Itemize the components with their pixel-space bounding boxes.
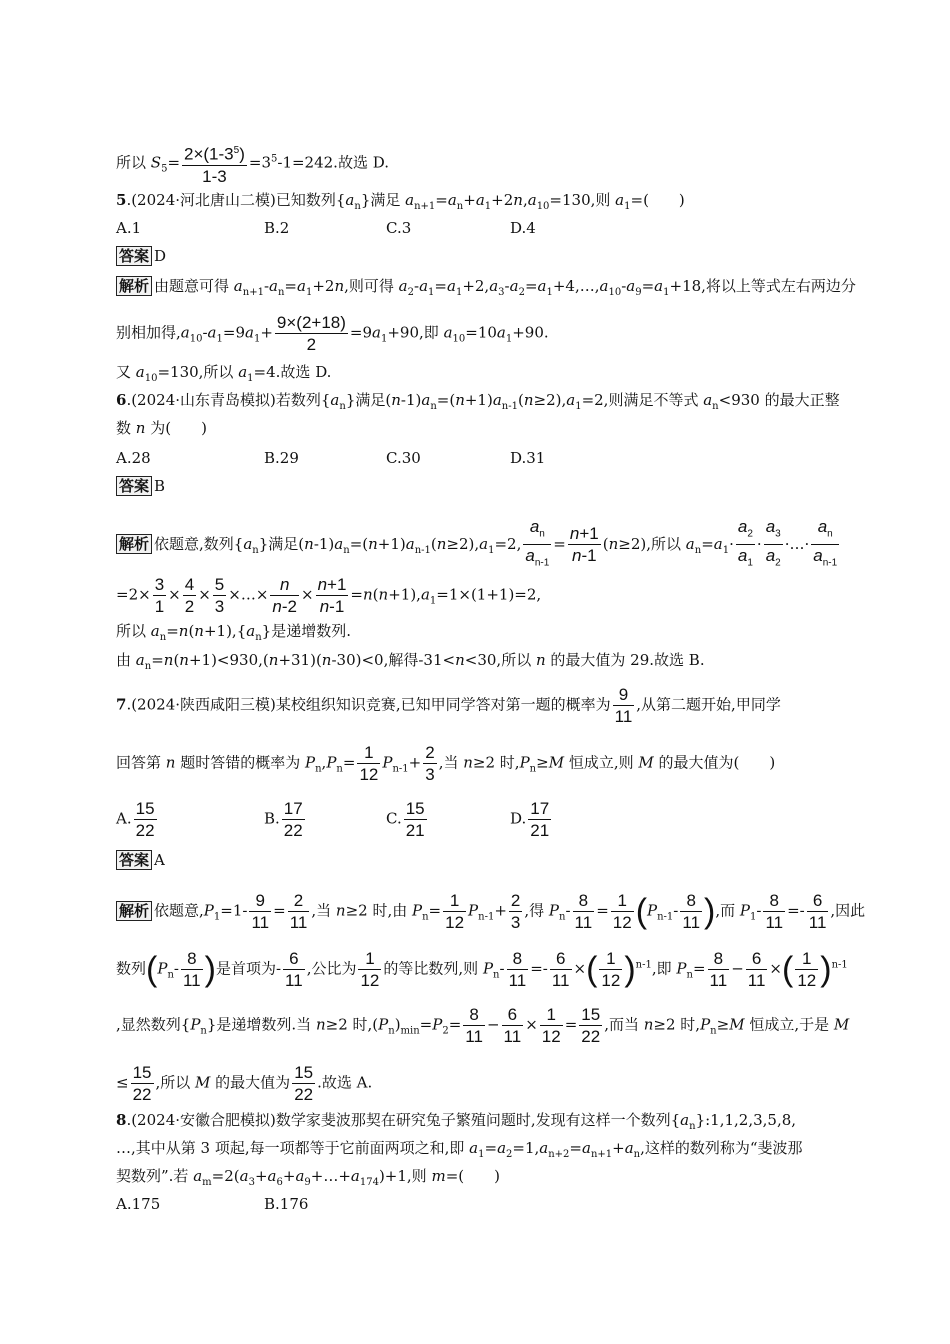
q5-answer: 答案 D	[116, 246, 166, 266]
question-6-line-2: 数 n 为( )	[116, 419, 207, 437]
q6-explanation-2: =2× $\frac{3}{1}$ × $\frac{4}{2}$ × $\frac{5}{3}$ ×…× $\frac{n}{n-2}$ × $\frac{n+1}{n-1}$ $=n(n+1),a_1=1\times(1+1)=2$,	[116, 575, 542, 616]
q7-explanation-3: ,显然数列$\{P_n\}$是递增数列.当 n≥2 时$,(P_n)_{min}=P_2=$ $\frac{8}{11}$ − $\frac{6}{11}$ × $\frac{1}{12}$ = $\frac{15}{22}$ ,而当 n≥2 时$,P_n\ge M$ 恒成立,于是 M	[116, 1005, 850, 1046]
q5-explanation-3: 又 $a_{10}=130$,所以 $a_1=4$.故选 D.	[116, 363, 332, 384]
q5-option-c: C.3	[386, 219, 412, 237]
solution-line-s5: 所以 $S_5=$ $\frac{2\times(1-3^5)}{1-3}$ $=3^5-1=242$.故选 D.	[116, 140, 389, 187]
q7-explanation-2: 数列($P_n-$ $\frac{8}{11}$ )是首项为- $\frac{6}{11}$ ,公比为 $\frac{1}{12}$ 的等比数列,则 $P_n-$ $\frac{8}{11}$ =- $\frac{6}{11}$ ×( $\frac{1}{12}$ )$^{n-1}$,即 $P_n=$ $\frac{8}{11}$ − $\frac{6}{11}$ ×( $\frac{1}{12}$ )$^{n-1}$	[116, 949, 848, 990]
q7-option-d: D. $\frac{17}{21}$	[510, 799, 550, 840]
q7-answer: 答案 A	[116, 850, 165, 870]
q6-explanation-3: 所以 $a_n=n(n+1),\{a_n\}$是递增数列.	[116, 622, 351, 643]
question-6-line-1: 6.(2024·山东青岛模拟)若数列$\{a_n\}$满足$(n-1)a_n=(n+1)a_{n-1}(n\ge 2),a_1=2$,则满足不等式 $a_n<930$ 的最大正整	[116, 391, 840, 412]
q6-explanation-4: 由 $a_n=n(n+1)<930,(n+31)(n-30)<0$,解得-31<n<30,所以 n 的最大值为 29.故选 B.	[116, 651, 705, 672]
q7-explanation-4: ≤ $\frac{15}{22}$ ,所以 M 的最大值为 $\frac{15}{22}$ .故选 A.	[116, 1063, 373, 1104]
q5-explanation-2: 别相加得$,a_{10}-a_1=9a_1+$ $\frac{9\times(2+18)}{2}$ $=9a_1+90$,即 $a_{10}=10a_1+90$.	[116, 313, 549, 354]
q7-option-a: A. $\frac{15}{22}$	[116, 799, 155, 840]
question-7-line-2: 回答第 n 题时答错的概率为 $P_n,P_n=$ $\frac{1}{12}$ $P_{n-1}+$ $\frac{2}{3}$ ,当 n≥2 时$,P_n\ge M$ 恒成立,则 M 的最大值为( )	[116, 743, 776, 784]
q6-answer: 答案 B	[116, 476, 165, 496]
q8-option-b: B.176	[264, 1195, 309, 1213]
q5-explanation-1: 解析 由题意可得 $a_{n+1}-a_n=a_1+2n$,则可得 $a_2-a_1=a_1+2,a_3-a_2=a_1+4,\dots,a_{10}-a_9=a_1+18$,将以上等式左右两边分	[116, 276, 856, 303]
q7-option-b: B. $\frac{17}{22}$	[264, 799, 303, 840]
question-8-line-3: 契数列”.若 $a_m=2(a_3+a_6+a_9+\dots+a_{174})+1$,则 m=( )	[116, 1167, 500, 1188]
question-8-line-1: 8.(2024·安徽合肥模拟)数学家斐波那契在研究兔子繁殖问题时,发现有这样一个数列$\{a_n\}:1,1,2,3,5,8$,	[116, 1111, 797, 1132]
question-8-line-2: …,其中从第 3 项起,每一项都等于它前面两项之和,即 $a_1=a_2=1,a_{n+2}=a_{n+1}+a_n$,这样的数列称为“斐波那	[116, 1139, 803, 1160]
q6-explanation-1: 解析 依题意,数列$\{a_n\}$满足$(n-1)a_n=(n+1)a_{n-1}(n\ge 2),a_1=2$, $\frac{a_n}{a_{n-1}}$ = $\frac{n+1}{n-1}$ (n≥2),所以 $a_n=a_1\cdot$ $\frac{a_2}{a_1}$ · $\frac{a_3}{a_2}$ ·…· $\frac{a_n}{a_{n-1}}$	[116, 516, 841, 574]
q6-option-a: A.28	[116, 449, 151, 467]
q5-option-d: D.4	[510, 219, 536, 237]
q8-option-a: A.175	[116, 1195, 161, 1213]
q7-explanation-1: 解析 依题意$,P_1=1-$ $\frac{9}{11}$ = $\frac{2}{11}$ ,当 n≥2 时,由 $P_n=$ $\frac{1}{12}$ $P_{n-1}+$ $\frac{2}{3}$ ,得 $P_n-$ $\frac{8}{11}$ = $\frac{1}{12}$ ($P_{n-1}-$ $\frac{8}{11}$ ),而 $P_1-$ $\frac{8}{11}$ =- $\frac{6}{11}$ ,因此	[116, 890, 865, 933]
q5-option-b: B.2	[264, 219, 290, 237]
question-7-line-1: 7.(2024·陕西咸阳三模)某校组织知识竞赛,已知甲同学答对第一题的概率为 $\frac{9}{11}$ ,从第二题开始,甲同学	[116, 685, 781, 726]
q6-option-d: D.31	[510, 449, 546, 467]
question-5: 5.(2024·河北唐山二模)已知数列$\{a_n\}$满足 $a_{n+1}=a_n+a_1+2n,a_{10}=130$,则 $a_1=$( )	[116, 191, 685, 212]
q5-option-a: A.1	[116, 219, 142, 237]
q6-option-c: C.30	[386, 449, 421, 467]
q6-option-b: B.29	[264, 449, 299, 467]
q7-option-c: C. $\frac{15}{21}$	[386, 799, 425, 840]
